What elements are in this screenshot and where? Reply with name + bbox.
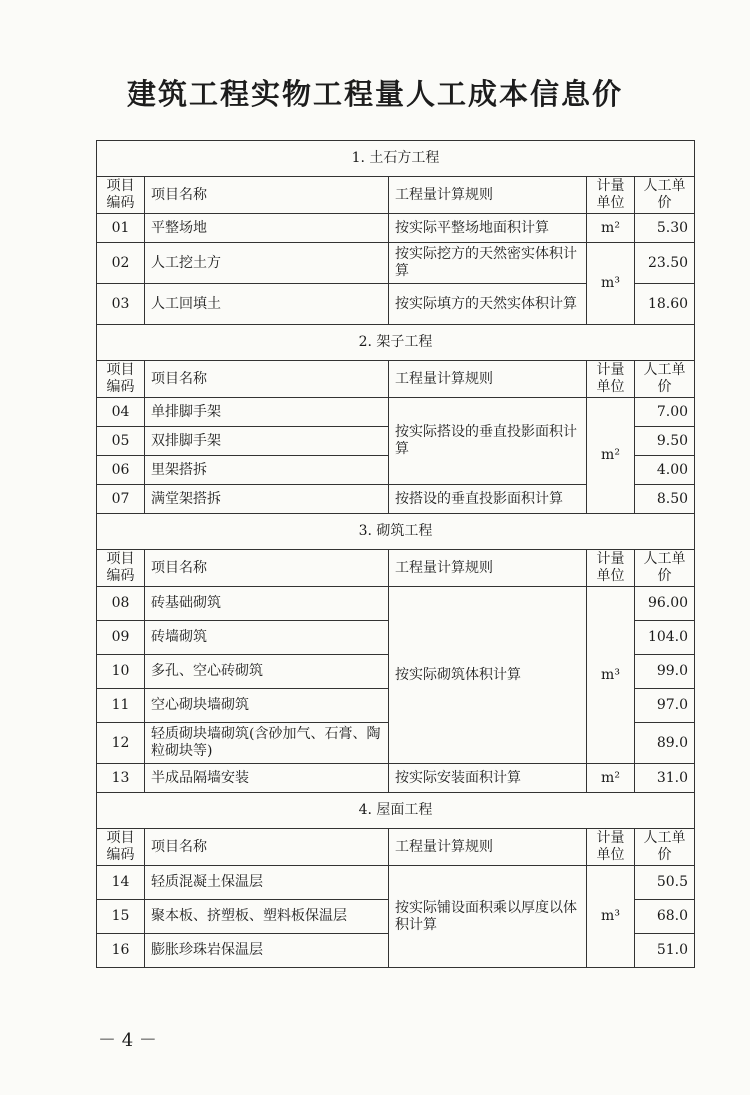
item-unit: m² — [587, 214, 635, 243]
item-name: 膨胀珍珠岩保温层 — [145, 934, 389, 968]
item-rule: 按实际铺设面积乘以厚度以体积计算 — [389, 866, 587, 968]
item-unit: m³ — [587, 587, 635, 764]
item-price: 97.0 — [635, 689, 695, 723]
document-title: 建筑工程实物工程量人工成本信息价 — [126, 77, 623, 111]
item-code: 05 — [97, 427, 145, 456]
item-name: 人工回填土 — [145, 284, 389, 325]
item-code: 09 — [97, 621, 145, 655]
item-name: 单排脚手架 — [145, 398, 389, 427]
header-row — [97, 361, 695, 398]
item-code: 14 — [97, 866, 145, 900]
header-price: 人工单价 — [635, 550, 695, 587]
item-code: 04 — [97, 398, 145, 427]
item-code: 10 — [97, 655, 145, 689]
section-title: 4. 屋面工程 — [97, 793, 695, 829]
table-row — [97, 587, 695, 621]
item-price: 4.00 — [635, 456, 695, 485]
header-unit: 计量单位 — [587, 177, 635, 214]
item-unit: m² — [587, 764, 635, 793]
item-code: 08 — [97, 587, 145, 621]
table-row — [97, 214, 695, 243]
header-rule: 工程量计算规则 — [389, 550, 587, 587]
section-title: 2. 架子工程 — [97, 325, 695, 361]
item-price: 50.5 — [635, 866, 695, 900]
item-price: 104.0 — [635, 621, 695, 655]
header-name: 项目名称 — [145, 829, 389, 866]
header-code: 项目编码 — [97, 361, 145, 398]
item-price: 99.0 — [635, 655, 695, 689]
header-name: 项目名称 — [145, 361, 389, 398]
header-rule: 工程量计算规则 — [389, 361, 587, 398]
item-name: 双排脚手架 — [145, 427, 389, 456]
item-rule: 按实际挖方的天然密实体积计算 — [389, 243, 587, 284]
item-rule: 按实际填方的天然实体积计算 — [389, 284, 587, 325]
table-row — [97, 866, 695, 900]
item-price: 96.00 — [635, 587, 695, 621]
item-unit: m³ — [587, 243, 635, 325]
header-rule: 工程量计算规则 — [389, 829, 587, 866]
page-number: － 4 － — [98, 1030, 157, 1051]
item-price: 9.50 — [635, 427, 695, 456]
item-name: 满堂架搭拆 — [145, 485, 389, 514]
table-row — [97, 398, 695, 427]
item-price: 68.0 — [635, 900, 695, 934]
header-price: 人工单价 — [635, 361, 695, 398]
item-code: 13 — [97, 764, 145, 793]
header-rule: 工程量计算规则 — [389, 177, 587, 214]
header-code: 项目编码 — [97, 550, 145, 587]
item-price: 31.0 — [635, 764, 695, 793]
header-unit: 计量单位 — [587, 829, 635, 866]
section-title: 1. 土石方工程 — [97, 141, 695, 177]
item-price: 18.60 — [635, 284, 695, 325]
item-name: 里架搭拆 — [145, 456, 389, 485]
item-name: 砖墙砌筑 — [145, 621, 389, 655]
item-name: 空心砌块墙砌筑 — [145, 689, 389, 723]
item-code: 03 — [97, 284, 145, 325]
table-row — [97, 243, 695, 284]
item-price: 89.0 — [635, 723, 695, 764]
section-title: 3. 砌筑工程 — [97, 514, 695, 550]
item-code: 06 — [97, 456, 145, 485]
item-name: 平整场地 — [145, 214, 389, 243]
header-name: 项目名称 — [145, 550, 389, 587]
header-price: 人工单价 — [635, 829, 695, 866]
item-code: 15 — [97, 900, 145, 934]
item-code: 01 — [97, 214, 145, 243]
header-name: 项目名称 — [145, 177, 389, 214]
item-name: 人工挖土方 — [145, 243, 389, 284]
header-code: 项目编码 — [97, 829, 145, 866]
header-unit: 计量单位 — [587, 550, 635, 587]
header-row — [97, 177, 695, 214]
item-code: 16 — [97, 934, 145, 968]
header-unit: 计量单位 — [587, 361, 635, 398]
item-price: 51.0 — [635, 934, 695, 968]
item-rule: 按实际安装面积计算 — [389, 764, 587, 793]
header-row — [97, 829, 695, 866]
item-code: 07 — [97, 485, 145, 514]
item-code: 11 — [97, 689, 145, 723]
header-code: 项目编码 — [97, 177, 145, 214]
item-name: 砖基础砌筑 — [145, 587, 389, 621]
item-rule: 按实际砌筑体积计算 — [389, 587, 587, 764]
item-unit: m³ — [587, 866, 635, 968]
item-price: 8.50 — [635, 485, 695, 514]
item-code: 02 — [97, 243, 145, 284]
item-rule: 按实际搭设的垂直投影面积计算 — [389, 398, 587, 485]
header-row — [97, 550, 695, 587]
item-name: 轻质砌块墙砌筑(含砂加气、石膏、陶粒砌块等) — [145, 723, 389, 764]
item-rule: 按搭设的垂直投影面积计算 — [389, 485, 587, 514]
table-row — [97, 764, 695, 793]
item-price: 23.50 — [635, 243, 695, 284]
item-price: 7.00 — [635, 398, 695, 427]
header-price: 人工单价 — [635, 177, 695, 214]
item-name: 聚本板、挤塑板、塑料板保温层 — [145, 900, 389, 934]
item-code: 12 — [97, 723, 145, 764]
item-name: 多孔、空心砖砌筑 — [145, 655, 389, 689]
item-price: 5.30 — [635, 214, 695, 243]
item-name: 半成品隔墙安装 — [145, 764, 389, 793]
item-rule: 按实际平整场地面积计算 — [389, 214, 587, 243]
cost-table — [96, 140, 695, 968]
item-name: 轻质混凝土保温层 — [145, 866, 389, 900]
item-unit: m² — [587, 398, 635, 514]
